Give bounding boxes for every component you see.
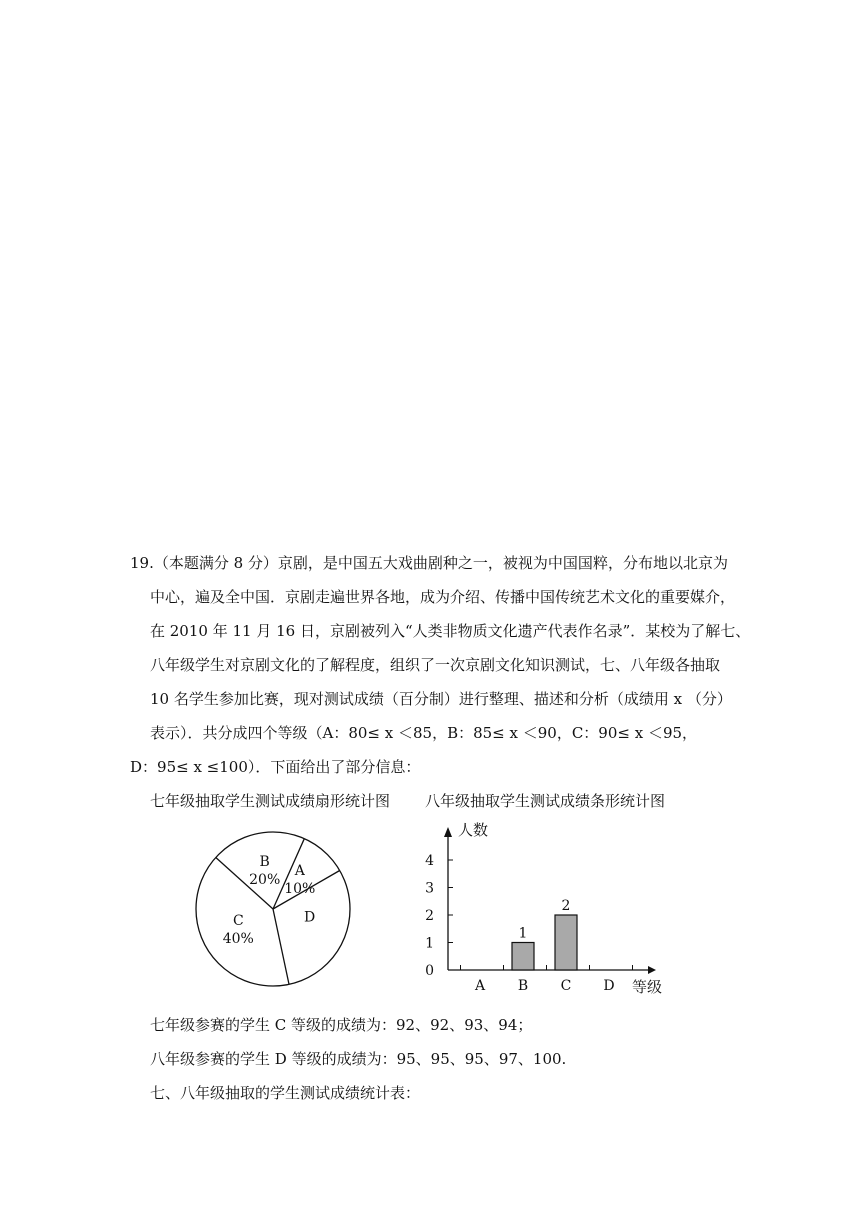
y-axis-label: 人数 xyxy=(458,821,489,839)
pie-chart-title: 七年级抽取学生测试成绩扇形统计图 xyxy=(150,792,391,810)
problem-line-5: 10 名学生参加比赛，现对测试成绩（百分制）进行整理、描述和分析（成绩用 x （分） xyxy=(150,690,732,708)
pie-slice-label-B: B xyxy=(259,853,270,870)
pie-slice-value-C: 40% xyxy=(222,931,254,947)
bar-B xyxy=(512,943,534,971)
y-tick-label-4: 4 xyxy=(425,853,434,869)
y-tick-label-3: 3 xyxy=(425,880,434,897)
x-tick-label-A: A xyxy=(474,978,486,994)
problem-line-2: 中心，遍及全中国．京剧走遍世界各地，成为介绍、传播中国传统艺术文化的重要媒介， xyxy=(150,588,736,606)
bar-chart xyxy=(420,815,680,995)
x-axis-arrow xyxy=(648,966,656,974)
pie-chart xyxy=(190,818,390,998)
x-tick-label-D: D xyxy=(603,978,615,994)
y-tick-label-1: 1 xyxy=(425,935,434,952)
y-axis-arrow xyxy=(444,827,452,837)
pie-slice-label-D: D xyxy=(303,909,316,926)
stats-table-caption: 七、八年级抽取的学生测试成绩统计表： xyxy=(150,1084,421,1102)
pie-divider-0 xyxy=(273,909,289,984)
bar-C xyxy=(555,915,577,970)
pie-slice-label-C: C xyxy=(232,913,244,929)
y-tick-label-2: 2 xyxy=(425,908,434,924)
grade8-d-scores: 八年级参赛的学生 D 等级的成绩为：95、95、95、97、100. xyxy=(150,1050,567,1068)
bar-data-label-C: 2 xyxy=(561,898,571,914)
x-tick-label-B: B xyxy=(517,978,529,994)
bar-chart-title: 八年级抽取学生测试成绩条形统计图 xyxy=(425,792,666,810)
grade7-c-scores: 七年级参赛的学生 C 等级的成绩为：92、92、93、94； xyxy=(150,1016,533,1034)
pie-slice-value-B: 20% xyxy=(249,871,281,888)
problem-line-6: 表示）．共分成四个等级（A：80≤ x ＜85，B：85≤ x ＜90，C：90≤ x ＜95， xyxy=(150,724,698,742)
problem-line-7: D：95≤ x ≤100）．下面给出了部分信息： xyxy=(130,758,421,776)
problem-line-3: 在 2010 年 11 月 16 日，京剧被列入“人类非物质文化遗产代表作名录”．某校为了解七、 xyxy=(150,622,751,640)
pie-slice-value-A: 10% xyxy=(284,881,316,898)
x-tick-label-C: C xyxy=(560,978,572,994)
problem-line-4: 八年级学生对京剧文化的了解程度，组织了一次京剧文化知识测试，七、八年级各抽取 xyxy=(150,656,721,674)
problem-line-1: 19.（本题满分 8 分）京剧，是中国五大戏曲剧种之一，被视为中国国粹，分布地以北京为 xyxy=(130,554,728,572)
bar-data-label-B: 1 xyxy=(518,925,528,942)
x-axis-label: 等级 xyxy=(632,978,663,995)
pie-slice-label-A: A xyxy=(294,863,305,880)
y-tick-label-0: 0 xyxy=(425,963,434,979)
